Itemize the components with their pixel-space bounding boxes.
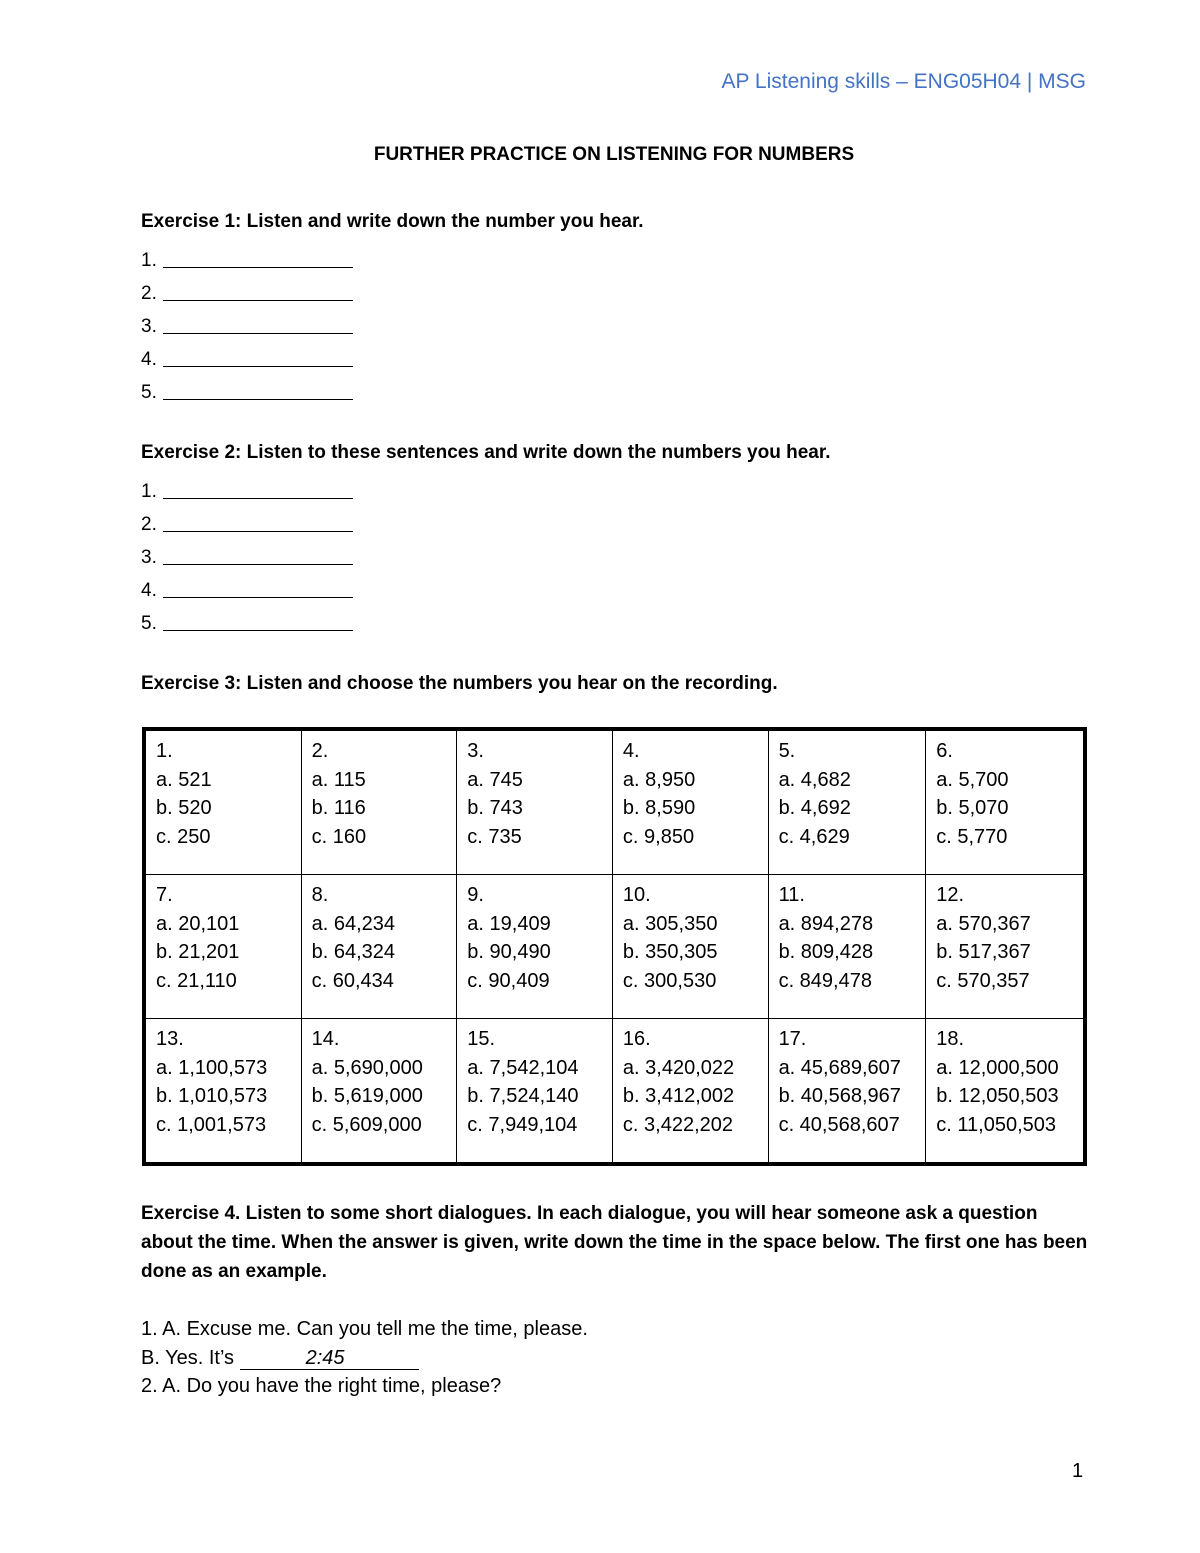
exercise2-heading: Exercise 2: Listen to these sentences and write down the numbers you hear. bbox=[141, 442, 831, 463]
option-a[interactable]: a. 19,409 bbox=[467, 912, 551, 935]
option-c[interactable]: c. 160 bbox=[311, 825, 367, 848]
option-c[interactable]: c. 5,609,000 bbox=[311, 1113, 422, 1136]
option-a[interactable]: a. 4,682 bbox=[778, 768, 851, 791]
question-number: 2. bbox=[311, 740, 329, 762]
exercise3-heading: Exercise 3: Listen and choose the numbers you hear on the recording. bbox=[141, 673, 778, 694]
dialogue-line-question-1: 1. A. Excuse me. Can you tell me the time, please. bbox=[141, 1318, 588, 1340]
exercise1-answer-blank[interactable] bbox=[163, 300, 353, 301]
choice-cell bbox=[144, 729, 301, 875]
option-b[interactable]: b. 12,050,503 bbox=[936, 1085, 1059, 1107]
exercise2-item bbox=[141, 503, 353, 536]
option-b[interactable]: b. 350,305 bbox=[622, 941, 718, 963]
option-b[interactable]: b. 7,524,140 bbox=[467, 1085, 579, 1107]
choice-cell bbox=[768, 1019, 926, 1165]
option-a[interactable]: a. 745 bbox=[467, 768, 523, 791]
exercise2-item-number: 3. bbox=[141, 547, 157, 568]
choice-cell bbox=[457, 1019, 613, 1165]
choice-row bbox=[144, 875, 1085, 1019]
worksheet-title: FURTHER PRACTICE ON LISTENING FOR NUMBERS bbox=[373, 144, 855, 165]
option-c[interactable]: c. 849,478 bbox=[778, 969, 872, 992]
option-b[interactable]: b. 5,070 bbox=[936, 797, 1009, 819]
exercise1-item bbox=[141, 239, 353, 272]
option-c[interactable]: c. 4,629 bbox=[778, 825, 850, 848]
choice-cell bbox=[144, 875, 301, 1019]
option-a[interactable]: a. 7,542,104 bbox=[467, 1056, 579, 1079]
option-c[interactable]: c. 3,422,202 bbox=[622, 1113, 734, 1136]
choice-cell bbox=[768, 875, 926, 1019]
exercise2-item-number: 2. bbox=[141, 514, 157, 535]
option-c[interactable]: c. 21,110 bbox=[156, 969, 237, 992]
question-number: 13. bbox=[156, 1028, 184, 1050]
exercise1-item bbox=[141, 338, 353, 371]
option-b[interactable]: b. 520 bbox=[156, 797, 212, 819]
question-number: 7. bbox=[156, 884, 173, 906]
question-number: 12. bbox=[936, 884, 965, 906]
option-a[interactable]: a. 12,000,500 bbox=[936, 1056, 1059, 1079]
option-b[interactable]: b. 4,692 bbox=[778, 797, 851, 819]
question-number: 17. bbox=[778, 1028, 807, 1050]
question-number: 14. bbox=[311, 1028, 340, 1050]
option-b[interactable]: b. 40,568,967 bbox=[778, 1085, 901, 1107]
option-c[interactable]: c. 90,409 bbox=[467, 969, 550, 992]
exercise2-answer-blank[interactable] bbox=[163, 597, 353, 598]
option-a[interactable]: a. 115 bbox=[311, 768, 366, 791]
question-number: 11. bbox=[778, 884, 805, 906]
exercise1-answer-blank[interactable] bbox=[163, 399, 353, 400]
option-c[interactable]: c. 9,850 bbox=[622, 825, 695, 848]
option-a[interactable]: a. 45,689,607 bbox=[778, 1056, 901, 1079]
option-c[interactable]: c. 60,434 bbox=[311, 969, 394, 992]
page-header: AP Listening skills – ENG05H04 | MSG bbox=[721, 70, 1086, 93]
choice-row bbox=[144, 729, 1085, 875]
option-b[interactable]: b. 809,428 bbox=[778, 941, 874, 963]
option-a[interactable]: a. 5,700 bbox=[936, 768, 1009, 791]
exercise2-item bbox=[141, 470, 353, 503]
option-c[interactable]: c. 300,530 bbox=[622, 969, 717, 992]
exercise1-answer-blank[interactable] bbox=[163, 267, 353, 268]
choice-cell bbox=[612, 875, 768, 1019]
exercise2-item-number: 5. bbox=[141, 613, 157, 634]
option-b[interactable]: b. 5,619,000 bbox=[311, 1085, 423, 1107]
question-number: 16. bbox=[622, 1028, 651, 1050]
option-a[interactable]: a. 8,950 bbox=[622, 768, 696, 791]
exercise2-answer-blank[interactable] bbox=[163, 564, 353, 565]
option-b[interactable]: b. 517,367 bbox=[936, 941, 1031, 963]
option-b[interactable]: b. 1,010,573 bbox=[156, 1085, 268, 1107]
exercise2-answer-blank[interactable] bbox=[163, 630, 353, 631]
option-c[interactable]: c. 1,001,573 bbox=[156, 1113, 267, 1136]
choice-cell bbox=[301, 729, 457, 875]
option-a[interactable]: a. 305,350 bbox=[622, 912, 718, 935]
dialogue-answer-prefix: B. Yes. It’s bbox=[141, 1346, 240, 1369]
exercise1-item-number: 5. bbox=[141, 382, 157, 403]
option-b[interactable]: b. 90,490 bbox=[467, 941, 551, 963]
option-b[interactable]: b. 743 bbox=[467, 797, 523, 819]
question-number: 9. bbox=[467, 884, 484, 906]
exercise1-answer-blank[interactable] bbox=[163, 366, 353, 367]
exercise1-answer-blank[interactable] bbox=[163, 333, 353, 334]
option-c[interactable]: c. 570,357 bbox=[936, 969, 1030, 992]
choice-cell bbox=[144, 1019, 301, 1165]
option-c[interactable]: c. 250 bbox=[156, 825, 211, 848]
exercise1-item-number: 2. bbox=[141, 283, 157, 304]
option-c[interactable]: c. 5,770 bbox=[936, 825, 1008, 848]
option-c[interactable]: c. 40,568,607 bbox=[778, 1113, 900, 1136]
exercise2-answer-list bbox=[141, 470, 353, 635]
option-a[interactable]: a. 570,367 bbox=[936, 912, 1031, 935]
dialogue-answer-value: 2:45 bbox=[305, 1346, 345, 1369]
choice-cell bbox=[301, 875, 457, 1019]
page-number: 1 bbox=[1072, 1460, 1084, 1482]
option-c[interactable]: c. 735 bbox=[467, 825, 522, 848]
option-b[interactable]: b. 8,590 bbox=[622, 797, 696, 819]
option-b[interactable]: b. 116 bbox=[311, 797, 366, 819]
choice-row bbox=[144, 1019, 1085, 1165]
exercise1-item bbox=[141, 371, 353, 404]
question-number: 18. bbox=[936, 1028, 965, 1050]
exercise2-item bbox=[141, 536, 353, 569]
option-a[interactable]: a. 1,100,573 bbox=[156, 1056, 268, 1079]
exercise2-item bbox=[141, 602, 353, 635]
choice-cell bbox=[457, 729, 613, 875]
question-number: 1. bbox=[156, 740, 173, 762]
question-number: 5. bbox=[778, 740, 796, 762]
option-b[interactable]: b. 21,201 bbox=[156, 941, 240, 963]
choice-cell bbox=[926, 1019, 1085, 1165]
exercise1-item-number: 4. bbox=[141, 349, 157, 370]
exercise3-choice-table bbox=[142, 727, 1087, 1166]
exercise1-item bbox=[141, 272, 353, 305]
option-a[interactable]: a. 20,101 bbox=[156, 912, 240, 935]
question-number: 3. bbox=[467, 740, 484, 762]
question-number: 10. bbox=[622, 884, 651, 906]
exercise4-heading: Exercise 4. Listen to some short dialogues. In each dialogue, you will hear someone ask a question about the time. When the answer is given, write down the time in the space below. The first one has been done as an example. bbox=[141, 1203, 1088, 1282]
exercise2-answer-blank[interactable] bbox=[163, 498, 353, 499]
choice-cell bbox=[768, 729, 926, 875]
exercise1-answer-list bbox=[141, 239, 353, 404]
exercise1-item bbox=[141, 305, 353, 338]
exercise2-answer-blank[interactable] bbox=[163, 531, 353, 532]
exercise1-item-number: 1. bbox=[141, 250, 157, 271]
option-a[interactable]: a. 3,420,022 bbox=[622, 1056, 735, 1079]
exercise2-item-number: 1. bbox=[141, 481, 157, 502]
dialogue-answer-blank[interactable] bbox=[240, 1347, 419, 1370]
dialogue-line-answer-1 bbox=[141, 1344, 588, 1373]
option-c[interactable]: c. 7,949,104 bbox=[467, 1113, 578, 1136]
exercise2-item-number: 4. bbox=[141, 580, 157, 601]
choice-cell bbox=[926, 729, 1085, 875]
choice-cell bbox=[926, 875, 1085, 1019]
dialogue-line-question-2: 2. A. Do you have the right time, please? bbox=[141, 1375, 502, 1397]
option-b[interactable]: b. 3,412,002 bbox=[622, 1085, 735, 1107]
choice-cell bbox=[457, 875, 613, 1019]
exercise4-dialogue bbox=[141, 1315, 588, 1401]
question-number: 4. bbox=[622, 740, 640, 762]
option-a[interactable]: a. 521 bbox=[156, 768, 212, 791]
option-a[interactable]: a. 5,690,000 bbox=[311, 1056, 423, 1079]
option-a[interactable]: a. 894,278 bbox=[778, 912, 874, 935]
option-c[interactable]: c. 11,050,503 bbox=[936, 1113, 1056, 1136]
question-number: 15. bbox=[467, 1028, 496, 1050]
question-number: 6. bbox=[936, 740, 953, 762]
option-a[interactable]: a. 64,234 bbox=[311, 912, 396, 935]
choice-cell bbox=[612, 729, 768, 875]
exercise2-item bbox=[141, 569, 353, 602]
option-b[interactable]: b. 64,324 bbox=[311, 941, 396, 963]
choice-cell bbox=[612, 1019, 768, 1165]
exercise1-heading: Exercise 1: Listen and write down the number you hear. bbox=[141, 211, 644, 232]
question-number: 8. bbox=[311, 884, 329, 906]
choice-cell bbox=[301, 1019, 457, 1165]
exercise1-item-number: 3. bbox=[141, 316, 157, 337]
